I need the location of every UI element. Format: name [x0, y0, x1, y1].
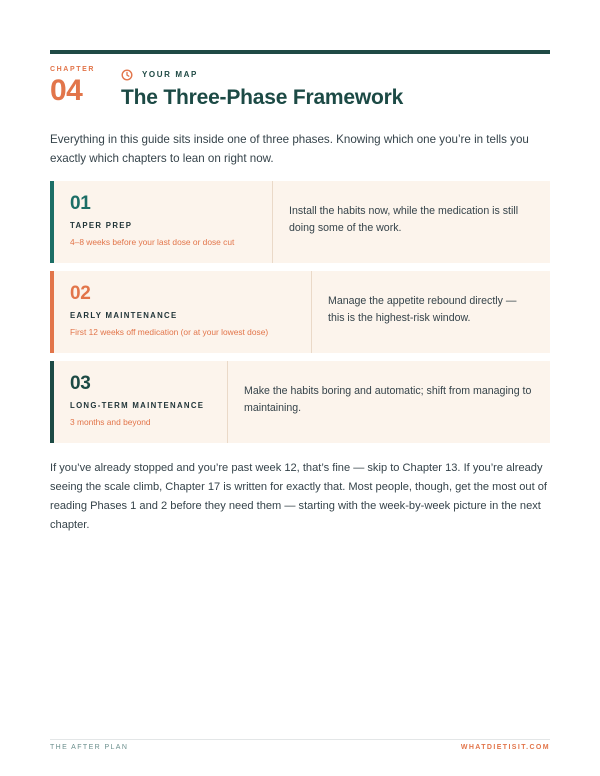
- footer-book-title: THE AFTER PLAN: [50, 744, 129, 751]
- phase-number: 02: [70, 283, 91, 304]
- phase-number: 01: [70, 193, 91, 214]
- phase-description: Make the habits boring and automatic; shift from managing to maintaining.: [244, 385, 532, 414]
- phase-number: 03: [70, 373, 91, 394]
- section-label-row: [121, 67, 198, 81]
- phase-name: EARLY MAINTENANCE: [70, 311, 178, 320]
- phase-summary: [54, 271, 312, 353]
- phase-timing: 3 months and beyond: [70, 417, 151, 427]
- clock-icon: [121, 68, 133, 80]
- phase-card-3: [50, 361, 550, 443]
- phase-name: TAPER PREP: [70, 221, 133, 230]
- top-rule: [50, 50, 550, 54]
- phase-name: LONG-TERM MAINTENANCE: [70, 401, 205, 410]
- phase-summary: [54, 361, 228, 443]
- phase-timing: First 12 weeks off medication (or at your lowest dose): [70, 327, 269, 337]
- chapter-number: 04: [50, 74, 83, 107]
- intro-paragraph: Everything in this guide sits inside one of three phases. Knowing which one you’re in tells you exactly which chapters to lean on right now.: [50, 133, 529, 165]
- phase-description: Manage the appetite rebound directly — this is the highest-risk window.: [328, 295, 517, 324]
- chapter-label: CHAPTER: [50, 66, 96, 73]
- outro-paragraph: If you’ve already stopped and you’re past week 12, that’s fine — skip to Chapter 13. If you’re already seeing the scale climb, Chapter 17 is written for exactly that. Most people, though, get the most out of reading Phases 1 and 2 before they need them — starting with the week-by-week picture in the next chapter.: [50, 462, 548, 531]
- footer-website: WHATDIETISIT.COM: [460, 744, 550, 751]
- footer-rule: [50, 739, 550, 740]
- section-label: YOUR MAP: [142, 69, 198, 79]
- chapter-block: [50, 66, 110, 107]
- phase-description: Install the habits now, while the medication is still doing some of the work.: [289, 205, 519, 234]
- phase-card-1: [50, 181, 550, 263]
- page-title: The Three-Phase Framework: [121, 86, 404, 109]
- phase-summary: [54, 181, 273, 263]
- phase-card-2: [50, 271, 550, 353]
- phase-timing: 4–8 weeks before your last dose or dose cut: [70, 237, 235, 247]
